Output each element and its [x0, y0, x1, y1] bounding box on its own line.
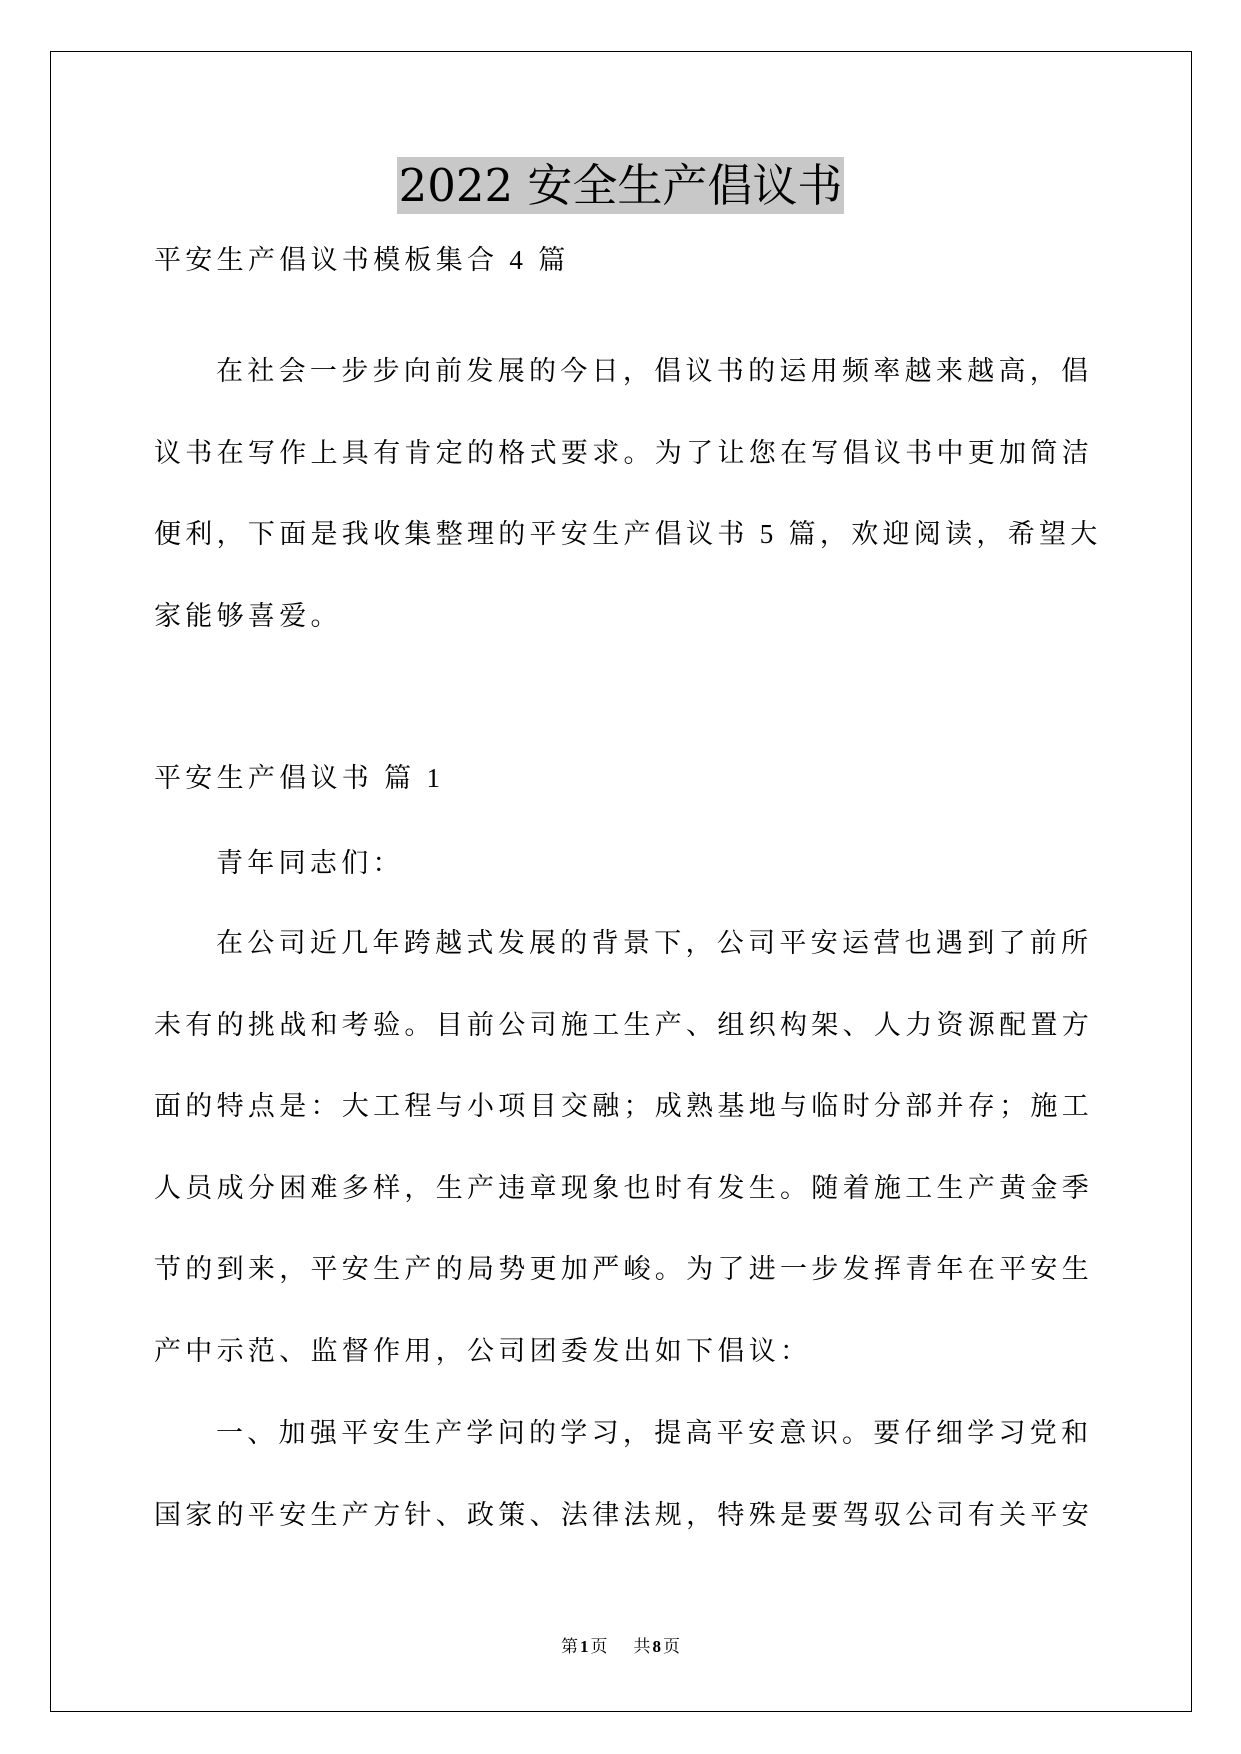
section-heading	[154, 738, 1114, 820]
paragraph-line: 国家的平安生产方针、政策、法律法规，特殊是要驾驭公司有关平安	[154, 1499, 1093, 1530]
salutation-text: 青年同志们：	[216, 848, 404, 878]
intro-line: 在社会一步步向前发展的今日，倡议书的运用频率越来越高，倡	[216, 356, 1093, 386]
section-heading-text: 平安生产倡议书 篇 1	[154, 763, 445, 793]
page-suffix: 页	[590, 1637, 608, 1656]
intro-line: 家能够喜爱。	[154, 600, 342, 631]
body-paragraph-2	[154, 1393, 1114, 1556]
total-prefix: 共	[633, 1637, 651, 1656]
total-suffix: 页	[663, 1637, 680, 1656]
document-subtitle	[154, 220, 1114, 302]
current-page-number: 1	[580, 1637, 589, 1656]
page-prefix: 第	[561, 1637, 578, 1656]
document-title: 2022 安全生产倡议书	[398, 159, 843, 212]
paragraph-line: 面的特点是：大工程与小项目交融；成熟基地与临时分部并存；施工	[154, 1091, 1093, 1121]
paragraph-line: 未有的挑战和考验。目前公司施工生产、组织构架、人力资源配置方	[154, 1009, 1093, 1040]
salutation	[154, 823, 1114, 905]
paragraph-line: 人员成分困难多样，生产违章现象也时有发生。随着施工生产黄金季	[154, 1172, 1093, 1203]
intro-line: 便利，下面是我收集整理的平安生产倡议书 5 篇，欢迎阅读，希望大	[154, 519, 1102, 549]
intro-line: 议书在写作上具有肯定的格式要求。为了让您在写倡议书中更加简洁	[154, 437, 1093, 468]
intro-paragraph	[154, 331, 1114, 657]
title-container	[0, 157, 1241, 214]
page-footer	[0, 1635, 1241, 1659]
paragraph-line: 节的到来，平安生产的局势更加严峻。为了进一步发挥青年在平安生	[154, 1254, 1093, 1284]
total-pages-number: 8	[652, 1637, 661, 1656]
paragraph-line: 一、加强平安生产学问的学习，提高平安意识。要仔细学习党和	[216, 1418, 1093, 1448]
paragraph-line: 在公司近几年跨越式发展的背景下，公司平安运营也遇到了前所	[216, 928, 1093, 958]
paragraph-line: 产中示范、监督作用，公司团委发出如下倡议：	[154, 1335, 812, 1366]
body-paragraph-1	[154, 903, 1114, 1392]
subtitle-line: 平安生产倡议书模板集合 4 篇	[154, 245, 570, 275]
